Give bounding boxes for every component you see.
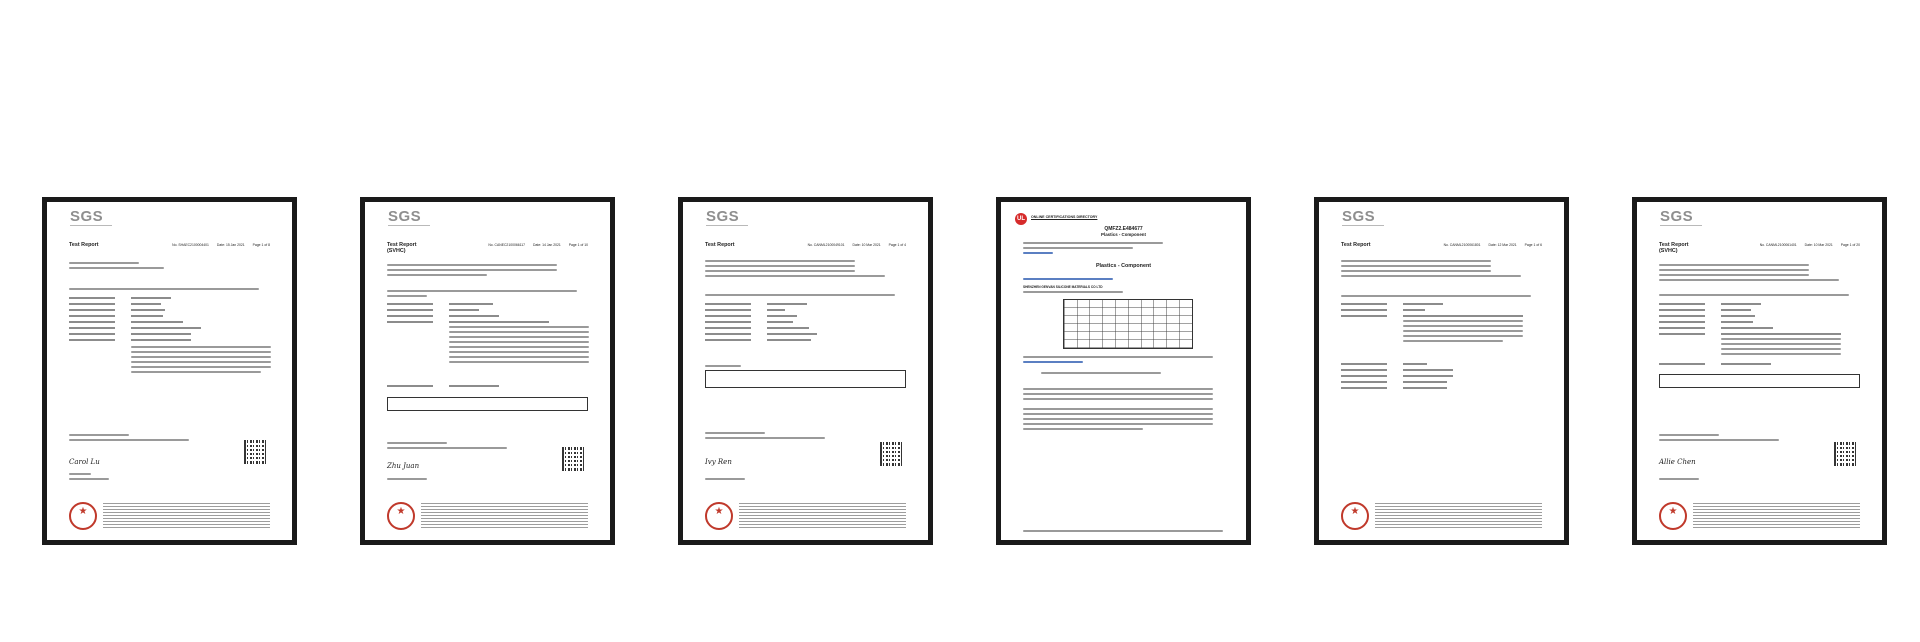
text-line <box>705 478 745 480</box>
report-date: Date: 15 Jan 2021 <box>216 243 245 247</box>
certificate-document <box>678 197 933 545</box>
field-row <box>69 302 270 306</box>
report-page: Page 1 of 10 <box>568 243 588 247</box>
text-line <box>1041 372 1161 374</box>
report-date: Date: 10 Mar 2021 <box>852 243 881 247</box>
text-line <box>69 434 129 436</box>
field-row <box>1659 332 1860 336</box>
report-subtitle: (SVHC) <box>387 248 406 254</box>
text-line <box>449 356 589 358</box>
text-line <box>387 442 447 444</box>
report-meta <box>1444 243 1542 247</box>
text-line <box>1403 320 1523 322</box>
qr-code <box>244 440 268 464</box>
text-line <box>1403 340 1503 342</box>
text-line <box>387 447 507 449</box>
text-line <box>1023 428 1143 430</box>
field-row <box>705 326 906 330</box>
text-line <box>1023 291 1123 293</box>
certificate-document <box>360 197 615 545</box>
text-line <box>131 366 271 368</box>
field-row <box>1659 302 1860 306</box>
report-page: Page 1 of 4 <box>888 243 906 247</box>
text-line <box>1721 353 1841 355</box>
text-line <box>387 264 557 266</box>
report-number: No. CANML2100049101 <box>807 243 845 247</box>
text-line <box>1403 325 1523 327</box>
text-line <box>705 270 855 272</box>
qr-code <box>1834 442 1858 466</box>
text-line <box>131 346 271 348</box>
text-line <box>131 351 271 353</box>
text-line <box>1023 388 1213 390</box>
field-row <box>69 320 270 324</box>
summary-table <box>1659 374 1860 388</box>
text-line <box>1659 478 1699 480</box>
text-line <box>1659 269 1809 271</box>
text-line <box>1023 356 1213 358</box>
text-line <box>1341 275 1521 277</box>
text-line <box>1659 264 1809 266</box>
text-line <box>387 478 427 480</box>
report-number: No. CANML2100061401 <box>1759 243 1797 247</box>
ul-logo: UL <box>1015 213 1027 225</box>
field-row <box>1659 326 1860 330</box>
text-line <box>1659 439 1779 441</box>
certificate-document <box>1632 197 1887 545</box>
report-meta <box>488 243 588 247</box>
report-number: No. SHAEC2100004401 <box>172 243 209 247</box>
field-row <box>69 326 270 330</box>
report-page: Page 1 of 20 <box>1840 243 1860 247</box>
report-page: Page 1 of 8 <box>252 243 270 247</box>
report-date: Date: 12 Mar 2021 <box>1488 243 1517 247</box>
field-row <box>387 320 588 324</box>
report-meta <box>808 243 906 247</box>
text-line <box>449 326 589 328</box>
summary-table <box>705 370 906 388</box>
text-line <box>1023 413 1213 415</box>
text-line <box>705 260 855 262</box>
field-row <box>1341 374 1542 378</box>
report-subtitle: (SVHC) <box>1659 248 1678 254</box>
text-line <box>1341 265 1491 267</box>
signature: Ivy Ren <box>705 458 732 466</box>
field-row <box>387 314 588 318</box>
field-row <box>1341 386 1542 390</box>
seal-stamp <box>387 502 415 530</box>
signature: Allie Chen <box>1659 458 1696 466</box>
link-line[interactable] <box>1023 361 1083 363</box>
text-line <box>131 361 271 363</box>
report-title-text: Test Report <box>1659 242 1689 248</box>
sgs-logo: SGS <box>706 209 748 226</box>
text-line <box>449 331 589 333</box>
text-line <box>1023 247 1133 249</box>
text-line <box>1341 295 1531 297</box>
text-line <box>1659 434 1719 436</box>
text-line <box>131 356 271 358</box>
field-row <box>1341 380 1542 384</box>
report-date: Date: 14 Jan 2021 <box>533 243 561 247</box>
text-line <box>131 371 261 373</box>
field-row <box>1659 362 1860 366</box>
signature: Zhu Juan <box>387 462 420 470</box>
report-title: Test Report <box>69 242 99 248</box>
report-meta <box>1760 243 1860 247</box>
text-line <box>705 437 825 439</box>
text-line <box>449 351 589 353</box>
field-row <box>1341 314 1542 318</box>
field-row <box>705 320 906 324</box>
summary-table <box>387 397 588 411</box>
field-row <box>387 308 588 312</box>
report-meta <box>172 243 270 247</box>
text-line <box>1721 343 1841 345</box>
text-line <box>1659 294 1849 296</box>
report-title: Test Report <box>705 242 735 248</box>
company-name: SHENZHEN GENVAN SILICONE MATERIALS CO LTD <box>1023 285 1103 289</box>
text-line <box>69 288 259 290</box>
sgs-logo: SGS <box>388 209 430 226</box>
fine-print <box>1693 502 1860 528</box>
file-number: QMFZ2.E484677 <box>1104 226 1143 232</box>
text-line <box>449 346 589 348</box>
text-line <box>1341 270 1491 272</box>
text-line <box>705 365 741 367</box>
footer-url <box>1023 530 1223 532</box>
ratings-table <box>1063 299 1193 349</box>
field-row <box>69 338 270 342</box>
report-title-text: Test Report <box>387 242 417 248</box>
field-row <box>1659 314 1860 318</box>
field-row <box>1659 308 1860 312</box>
report-page: Page 1 of 6 <box>1524 243 1542 247</box>
text-line <box>1023 418 1213 420</box>
certificate-document <box>1314 197 1569 545</box>
field-row <box>705 314 906 318</box>
text-line <box>449 341 589 343</box>
text-line <box>1341 260 1491 262</box>
sgs-logo: SGS <box>70 209 112 226</box>
field-row <box>705 338 906 342</box>
text-line <box>1023 408 1213 410</box>
text-line <box>1023 242 1163 244</box>
text-line <box>1023 423 1213 425</box>
text-line <box>69 478 109 480</box>
field-row <box>69 314 270 318</box>
text-line <box>69 262 139 264</box>
text-line <box>1403 330 1523 332</box>
directory-header: ONLINE CERTIFICATIONS DIRECTORY <box>1031 215 1098 219</box>
sgs-logo: SGS <box>1660 209 1702 226</box>
report-number: No. CANEC2100066117 <box>488 243 526 247</box>
fine-print <box>1375 502 1542 528</box>
report-number: No. CANML2100061801 <box>1443 243 1481 247</box>
text-line <box>705 294 895 296</box>
link-line[interactable] <box>1023 252 1053 254</box>
field-row <box>705 308 906 312</box>
text-line <box>69 473 91 475</box>
text-line <box>1721 348 1841 350</box>
text-line <box>705 275 885 277</box>
field-row <box>387 302 588 306</box>
field-row <box>69 308 270 312</box>
qr-code <box>880 442 904 466</box>
certificate-document <box>996 197 1251 545</box>
signature: Carol Lu <box>69 458 100 466</box>
certificate-document <box>42 197 297 545</box>
text-line <box>387 269 557 271</box>
field-row <box>705 302 906 306</box>
seal-stamp <box>705 502 733 530</box>
field-row <box>69 332 270 336</box>
qr-code <box>562 447 586 471</box>
text-line <box>705 265 855 267</box>
text-line <box>1403 335 1523 337</box>
text-line <box>387 295 427 297</box>
text-line <box>1659 274 1809 276</box>
field-row <box>1341 308 1542 312</box>
text-line <box>1023 393 1213 395</box>
report-title <box>1659 242 1689 254</box>
fine-print <box>421 502 588 528</box>
text-line <box>387 274 487 276</box>
field-row <box>1341 362 1542 366</box>
field-row <box>1659 320 1860 324</box>
text-line <box>449 361 589 363</box>
fine-print <box>739 502 906 528</box>
text-line <box>69 439 189 441</box>
text-line <box>69 267 164 269</box>
seal-stamp <box>69 502 97 530</box>
field-row <box>387 384 588 388</box>
field-row <box>705 332 906 336</box>
seal-stamp <box>1341 502 1369 530</box>
report-date: Date: 10 Mar 2021 <box>1804 243 1833 247</box>
link-line[interactable] <box>1023 278 1113 280</box>
text-line <box>1721 338 1841 340</box>
text-line <box>449 336 589 338</box>
report-title: Test Report <box>1341 242 1371 248</box>
seal-stamp <box>1659 502 1687 530</box>
field-row <box>1341 302 1542 306</box>
field-row <box>1341 368 1542 372</box>
sgs-logo: SGS <box>1342 209 1384 226</box>
text-line <box>1659 279 1839 281</box>
section-title: Plastics - Component <box>1095 263 1152 269</box>
text-line <box>387 290 577 292</box>
file-subtitle: Plastics - Component <box>1101 232 1146 237</box>
field-row <box>69 296 270 300</box>
report-title <box>387 242 417 254</box>
text-line <box>1023 398 1213 400</box>
fine-print <box>103 502 270 528</box>
text-line <box>705 432 765 434</box>
